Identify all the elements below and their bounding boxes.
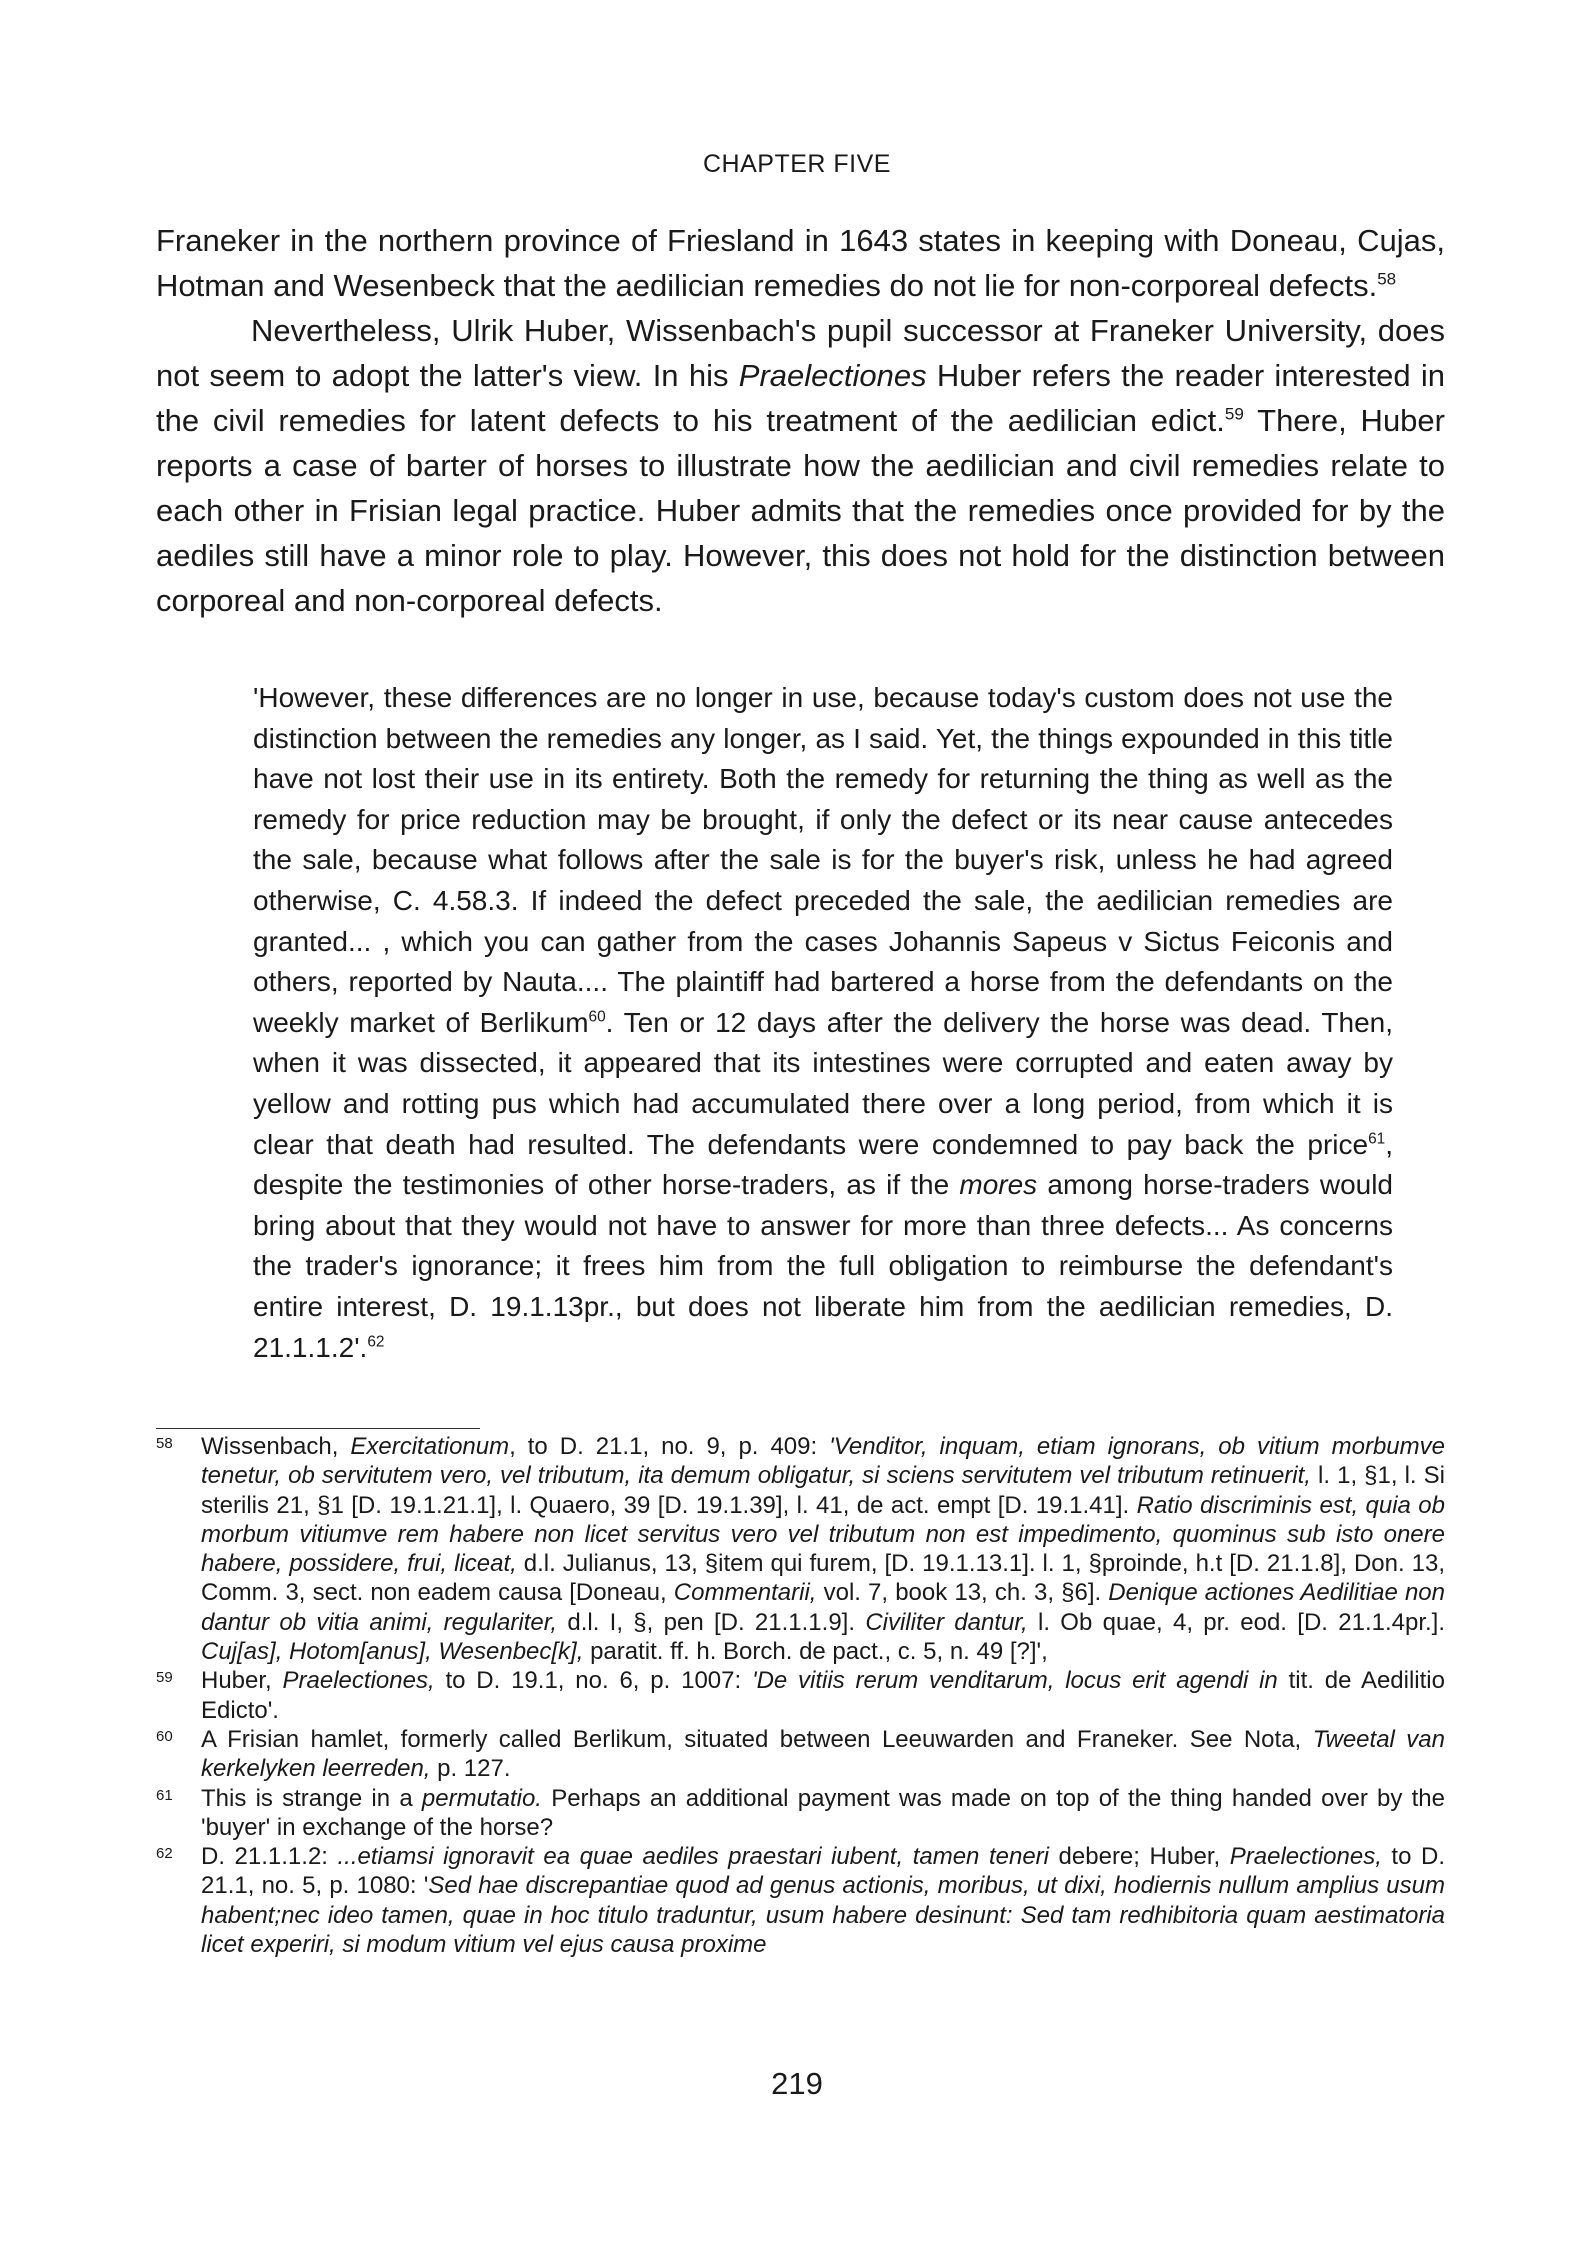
footnote-ref-62[interactable]: 62	[367, 1333, 385, 1351]
footnotes	[156, 1432, 1445, 1959]
footnote-ref-60[interactable]: 60	[588, 1008, 606, 1026]
block-quote: 'However, these differences are no longer in use, because today's custom does not use the distinction between the remedies any longer, as I said. Yet, the things expounded in this title have not lost their use in its entirety. Both the remedy for returning the thing as well as the remedy for price reduction may be brought, if only the defect or its near cause antecedes the sale, because what follows after the sale is for the buyer's risk, unless he had agreed otherwise, C. 4.58.3. If indeed the defect preceded the sale, the aedilician remedies are granted... , which you can gather from the cases Johannis Sapeus v Sictus Feiconis and others, reported by Nauta.... The plaintiff had bartered a horse from the defendants on the weekly market of Berlikum$^{60}$. Ten or 12 days after the delivery the horse was dead. Then, when it was dissected, it appeared that its intestines were corrupted and eaten away by yellow and rotting pus which had accumulated there over a long period, from which it is clear that death had resulted. The defendants were condemned to pay back the price$^{61}$, despite the testimonies of other horse-traders, as if the mores among horse-traders would bring about that they would not have to answer for more than three defects... As concerns the trader's ignorance; it frees him from the full obligation to reimburse the defendant's entire interest, D. 19.1.13pr., but does not liberate him from the aedilician remedies, D. 21.1.1.2'.$^{62}$	[253, 682, 1394, 1363]
footnote-58: 58 Wissenbach, Exercitationum, to D. 21.1, no. 9, p. 409: 'Venditor, inquam, etiam ignorans, ob vitium morbumve tenetur, ob servitutem vero, vel tributum, ita demum obligatur, si sciens servitutem vel tributum retinuerit, l. 1, §1, l. Si sterilis 21, §1 [D. 19.1.21.1], l. Quaero, 39 [D. 19.1.39], l. 41, de act. empt [D. 19.1.41]. Ratio discriminis est, quia ob morbum vitiumve rem habere non licet servitus vero vel tributum non est impedimento, quominus sub isto onere habere, possidere, frui, liceat, d.l. Julianus, 13, §item qui furem, [D. 19.1.13.1]. l. 1, §proinde, h.t [D. 21.1.8], Don. 13, Comm. 3, sect. non eadem causa [Doneau, Commentarii, vol. 7, book 13, ch. 3, §6]. Denique actiones Aedilitiae non dantur ob vitia animi, regulariter, d.l. I, §, pen [D. 21.1.1.9]. Civiliter dantur, l. Ob quae, 4, pr. eod. [D. 21.1.4pr.]. Cuj[as], Hotom[anus], Wesenbec[k], paratit. ff. h. Borch. de pact., c. 5, n. 49 [?]',	[156, 1432, 1445, 1666]
page-number: 219	[771, 2066, 823, 2101]
running-head: CHAPTER FIVE	[703, 150, 891, 178]
paragraph-1: Franeker in the northern province of Friesland in 1643 states in keeping with Doneau, Cujas, Hotman and Wesenbeck that the aedilician remedies do not lie for non-corporeal defects.$^{58}$	[156, 223, 1445, 303]
footnote-60: 60 A Frisian hamlet, formerly called Berlikum, situated between Leeuwarden and Franeker. See Nota, Tweetal van kerkelyken leerreden, p. 127.	[156, 1725, 1445, 1784]
main-text	[156, 218, 1445, 623]
paragraph-2: Nevertheless, Ulrik Huber, Wissenbach's pupil successor at Franeker University, does not seem to adopt the latter's view. In his Praelectiones Huber refers the reader interested in the civil remedies for latent defects to his treatment of the aedilician edict.$^{59}$ There, Huber reports a case of barter of horses to illustrate how the aedilician and civil remedies relate to each other in Frisian legal practice. Huber admits that the remedies once provided for by the aediles still have a minor role to play. However, this does not hold for the distinction between corporeal and non-corporeal defects.	[156, 313, 1445, 618]
work-title: Praelectiones	[738, 358, 927, 393]
footnote-number: 60	[156, 1727, 173, 1745]
footnote-ref-61[interactable]: 61	[1368, 1130, 1386, 1148]
footnote-ref-59[interactable]: 59	[1224, 404, 1244, 424]
footnote-ref-58[interactable]: 58	[1377, 269, 1397, 289]
footnote-number: 58	[156, 1435, 173, 1452]
footnote-number: 59	[156, 1669, 173, 1687]
footnote-59: 59 Huber, Praelectiones, to D. 19.1, no. 6, p. 1007: 'De vitiis rerum venditarum, locus erit agendi in tit. de Aedilitio Edicto'.	[156, 1666, 1445, 1725]
footnote-number: 61	[156, 1786, 173, 1804]
footnote-61: 61 This is strange in a permutatio. Perhaps an additional payment was made on top of the thing handed over by the 'buyer' in exchange of the horse?	[156, 1784, 1445, 1843]
footnote-number: 62	[156, 1845, 173, 1863]
footnote-divider	[156, 1428, 480, 1429]
footnote-62: 62 D. 21.1.1.2: ...etiamsi ignoravit ea quae aediles praestari iubent, tamen teneri debere; Huber, Praelectiones, to D. 21.1, no. 5, p. 1080: 'Sed hae discrepantiae quod ad genus actionis, moribus, ut dixi, hodiernis nullum amplius usum habent;nec ideo tamen, quae in hoc titulo traduntur, usum habere desinunt: Sed tam redhibitoria quam aestimatoria licet experiri, si modum vitium vel ejus causa proxime	[156, 1842, 1445, 1959]
